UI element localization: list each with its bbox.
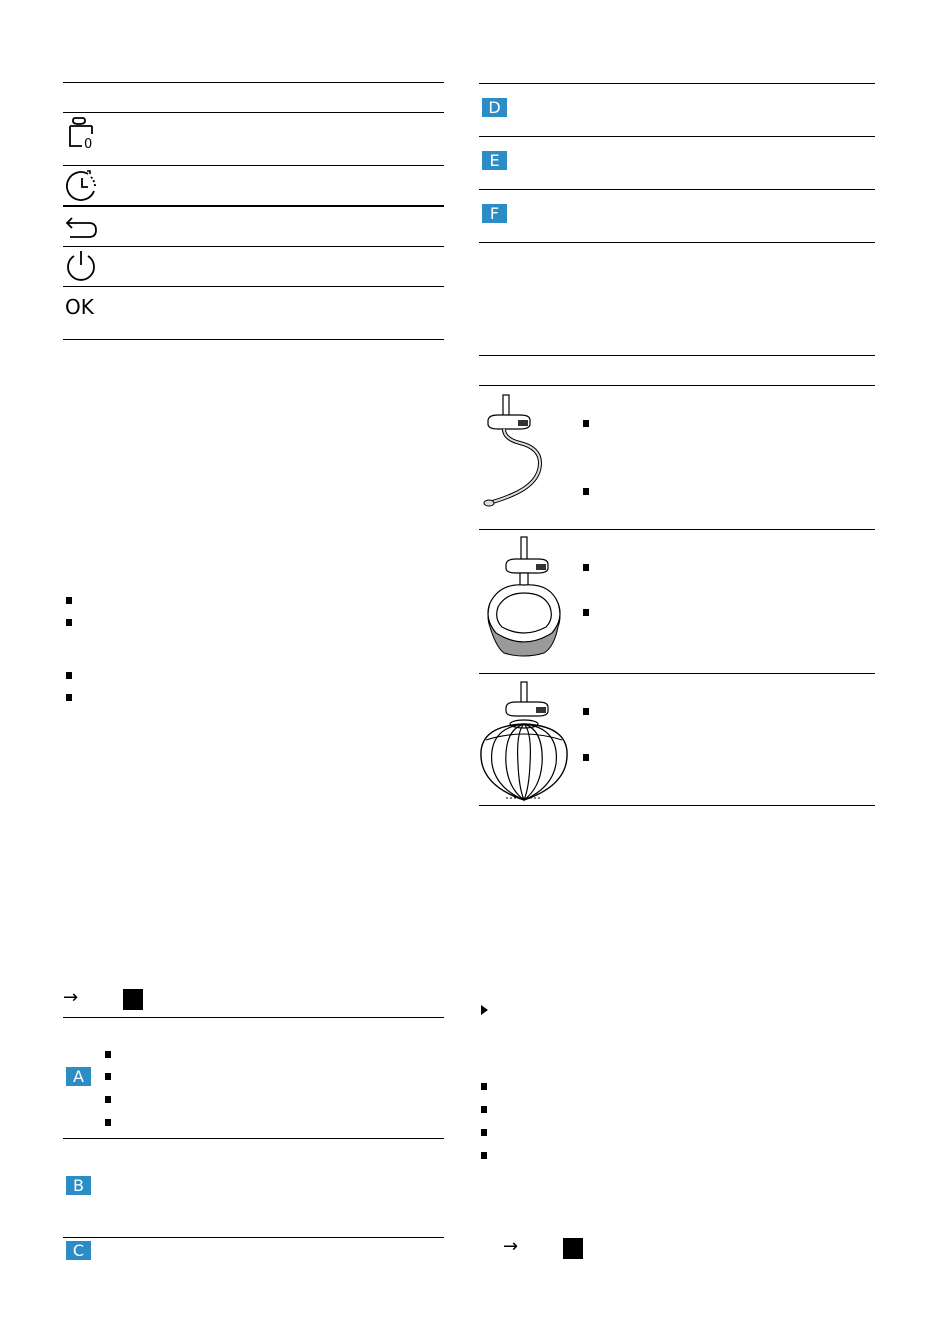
def-table-top-rule xyxy=(479,83,875,84)
badge-e: E xyxy=(482,151,507,170)
cross-reference-arrow: → xyxy=(503,1236,519,1257)
list-bullet xyxy=(481,1083,487,1090)
reference-marker-box xyxy=(123,989,143,1010)
list-bullet xyxy=(481,1106,487,1113)
list-bullet xyxy=(105,1051,111,1058)
badge-b: B xyxy=(66,1176,91,1195)
whisk-icon xyxy=(476,680,572,804)
list-bullet xyxy=(481,1129,487,1136)
tools-table-header-rule xyxy=(479,385,875,386)
list-bullet xyxy=(583,754,589,761)
tools-table-row-rule xyxy=(479,529,875,530)
badge-c: C xyxy=(66,1241,91,1260)
list-bullet xyxy=(66,672,72,679)
tools-table-row-rule xyxy=(479,673,875,674)
table-row-rule xyxy=(63,165,444,166)
table-top-rule xyxy=(63,82,444,83)
list-bullet xyxy=(481,1152,487,1159)
table-row-rule xyxy=(63,205,444,207)
def-table-row-rule xyxy=(479,136,875,137)
abc-table-top-rule xyxy=(63,1017,444,1018)
badge-d: D xyxy=(482,98,507,117)
def-table-bottom-rule xyxy=(479,242,875,243)
list-bullet xyxy=(105,1119,111,1126)
tare-scale-icon xyxy=(64,116,96,150)
stirring-beater-icon xyxy=(478,535,570,657)
list-bullet xyxy=(583,420,589,427)
power-icon xyxy=(64,250,98,282)
table-row-rule xyxy=(63,246,444,247)
table-bottom-rule xyxy=(63,339,444,340)
back-arrow-icon xyxy=(64,212,100,240)
abc-table-row-rule xyxy=(63,1138,444,1139)
list-bullet xyxy=(583,488,589,495)
svg-text:0: 0 xyxy=(84,137,93,152)
table-row-rule xyxy=(63,286,444,287)
timer-icon xyxy=(64,169,100,203)
reference-marker-box xyxy=(563,1238,583,1259)
badge-f: F xyxy=(482,204,507,223)
table-header-rule xyxy=(63,112,444,113)
list-bullet xyxy=(583,564,589,571)
step-triangle-icon xyxy=(481,1005,489,1015)
list-bullet xyxy=(583,708,589,715)
dough-hook-icon xyxy=(480,393,560,513)
ok-key-label: OK xyxy=(65,295,94,319)
list-bullet xyxy=(105,1073,111,1080)
abc-table-row-rule xyxy=(63,1237,444,1238)
list-bullet xyxy=(583,609,589,616)
list-bullet xyxy=(66,694,72,701)
list-bullet xyxy=(66,619,72,626)
list-bullet xyxy=(105,1096,111,1103)
cross-reference-arrow: → xyxy=(63,987,79,1008)
badge-a: A xyxy=(66,1067,91,1086)
tools-table-bottom-rule xyxy=(479,805,875,806)
def-table-row-rule xyxy=(479,189,875,190)
tools-table-top-rule xyxy=(479,355,875,356)
list-bullet xyxy=(66,597,72,604)
